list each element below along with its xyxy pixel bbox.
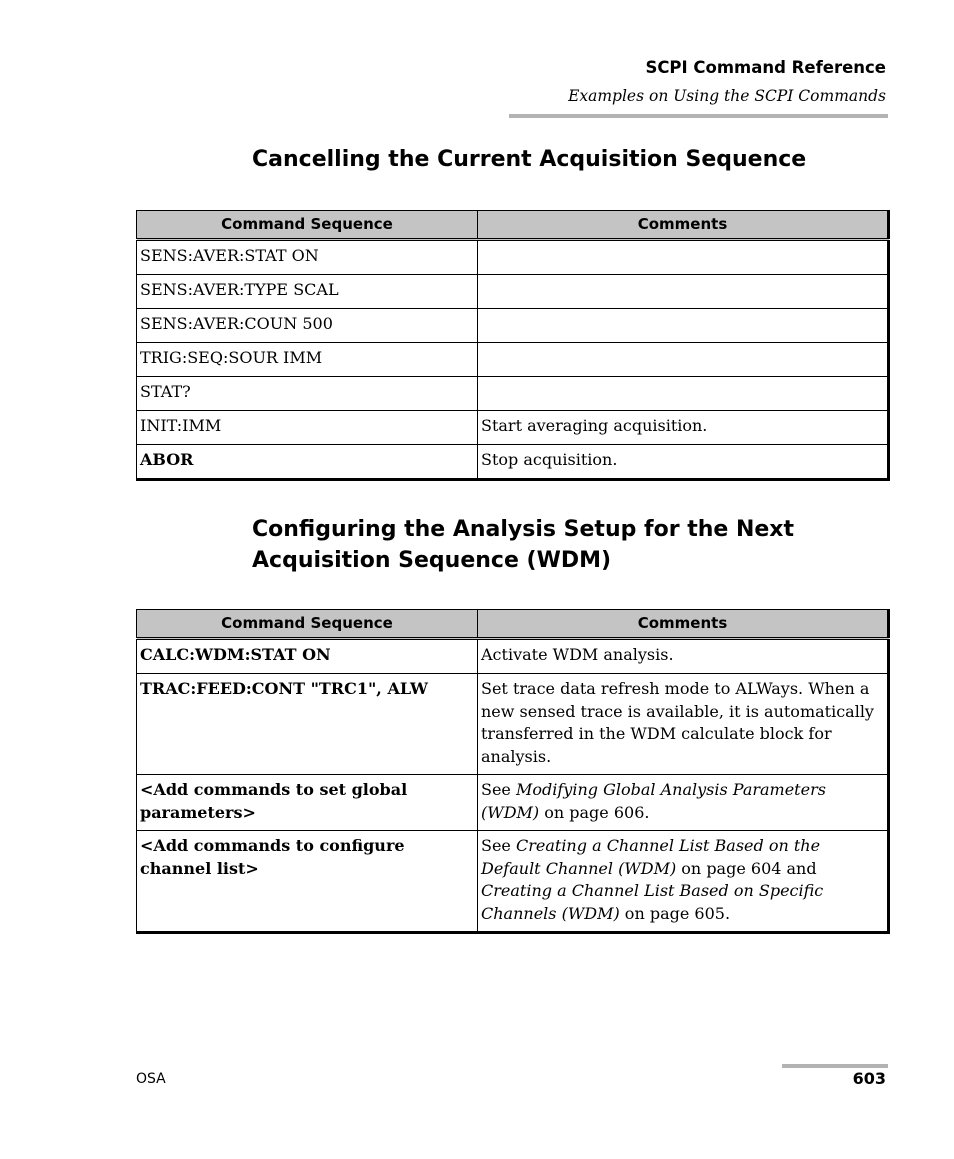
header-subtitle: Examples on Using the SCPI Commands: [568, 87, 886, 105]
comment-cell: Activate WDM analysis.: [478, 639, 889, 674]
command-cell: SENS:AVER:TYPE SCAL: [137, 275, 478, 309]
column-header-comments: Comments: [478, 610, 889, 639]
header-rule: [509, 114, 888, 118]
command-cell: CALC:WDM:STAT ON: [137, 639, 478, 674]
table-row: [137, 240, 889, 275]
table-row: [137, 309, 889, 343]
footer-rule: [782, 1064, 888, 1068]
comment-cell: [478, 343, 889, 377]
comment-cell: Start averaging acquisition.: [478, 411, 889, 445]
page-reference: on page 604 and: [676, 858, 817, 878]
table-row: [137, 831, 889, 933]
command-cell: TRAC:FEED:CONT "TRC1", ALW: [137, 674, 478, 775]
column-header-command: Command Sequence: [137, 610, 478, 639]
analysis-setup-table: [136, 609, 890, 934]
see-text: See: [481, 836, 516, 855]
see-text: See: [481, 780, 516, 799]
table-row: [137, 411, 889, 445]
command-cell: <Add commands to set global parameters>: [137, 775, 478, 831]
table-row: [137, 377, 889, 411]
table-row: [137, 639, 889, 674]
column-header-comments: Comments: [478, 211, 889, 240]
table-row: [137, 674, 889, 775]
comment-cell: Set trace data refresh mode to ALWays. When a new sensed trace is available, it is automatically transferred in the WDM calculate block for analysis.: [478, 674, 889, 775]
table-row: [137, 775, 889, 831]
column-header-command: Command Sequence: [137, 211, 478, 240]
cross-reference-link[interactable]: Modifying Global Analysis Parameters (WDM): [481, 780, 826, 822]
section-title-configuring: Configuring the Analysis Setup for the Next Acquisition Sequence (WDM): [252, 517, 795, 573]
command-cell: TRIG:SEQ:SOUR IMM: [137, 343, 478, 377]
comment-cell: Stop acquisition.: [478, 445, 889, 480]
page-reference: on page 606.: [539, 802, 650, 822]
command-cell: SENS:AVER:STAT ON: [137, 240, 478, 275]
header-title: SCPI Command Reference: [645, 58, 886, 77]
comment-cell: [478, 309, 889, 343]
page-reference: on page 605.: [619, 903, 731, 923]
footer-product: OSA: [136, 1071, 166, 1087]
command-cell: INIT:IMM: [137, 411, 478, 445]
cross-reference-link[interactable]: Creating a Channel List Based on Specific Channels (WDM): [481, 881, 824, 923]
comment-cell: [478, 377, 889, 411]
command-cell: ABOR: [137, 445, 478, 480]
command-cell: <Add commands to configure channel list>: [137, 831, 478, 933]
command-cell: SENS:AVER:COUN 500: [137, 309, 478, 343]
page-number: 603: [852, 1069, 886, 1088]
cross-reference-link[interactable]: Creating a Channel List Based on the Default Channel (WDM): [481, 836, 821, 878]
section-title-cancelling: Cancelling the Current Acquisition Sequence: [252, 147, 807, 172]
cancel-acquisition-table: [136, 210, 890, 481]
comment-cell: [478, 240, 889, 275]
table-header-row: [137, 211, 889, 240]
table-row: [137, 343, 889, 377]
comment-cell: [478, 775, 889, 831]
comment-cell: [478, 831, 889, 933]
command-cell: STAT?: [137, 377, 478, 411]
table-row: [137, 445, 889, 480]
table-header-row: [137, 610, 889, 639]
table-row: [137, 275, 889, 309]
comment-cell: [478, 275, 889, 309]
